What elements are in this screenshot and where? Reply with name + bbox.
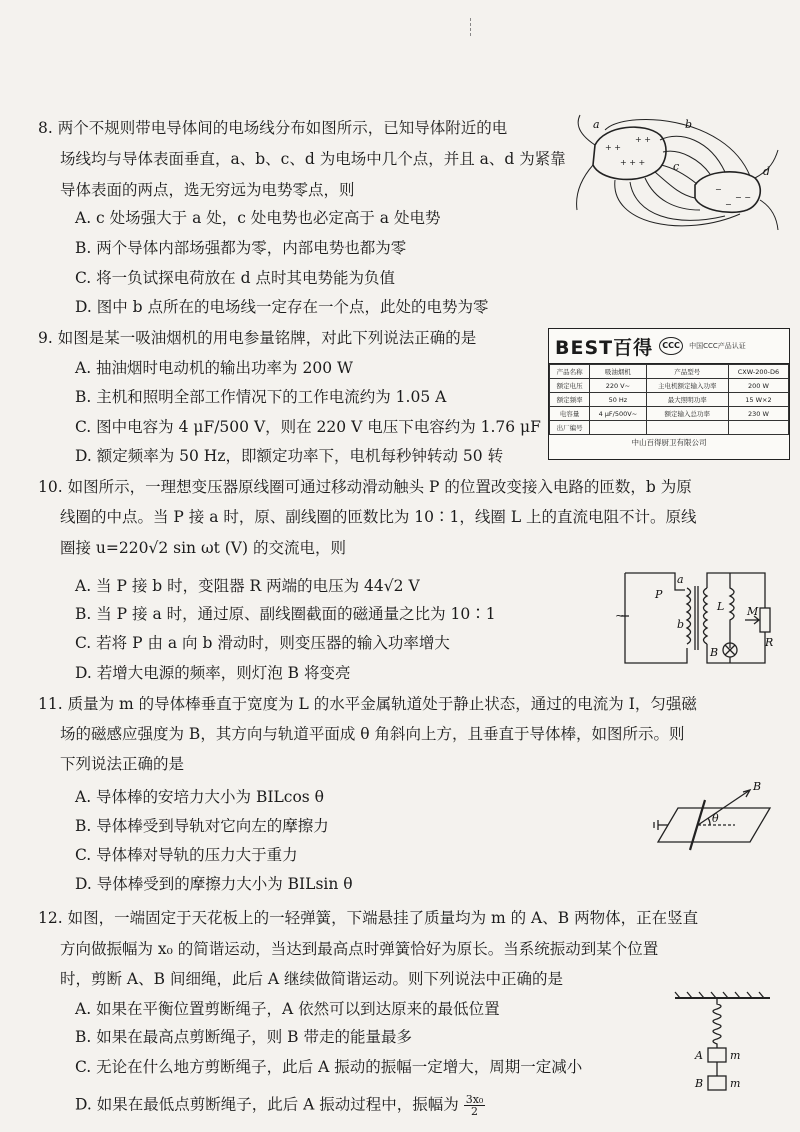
svg-text:+ +: + + bbox=[605, 143, 621, 152]
table-cell: 额定电压 bbox=[550, 379, 590, 393]
table-cell: 出厂编号 bbox=[550, 421, 590, 435]
nameplate-cert: 中国CCC产品认证 bbox=[689, 342, 746, 350]
q12-spring-figure bbox=[670, 990, 780, 1100]
q8-field-figure bbox=[575, 110, 780, 240]
table-row bbox=[550, 421, 789, 435]
table-cell: 50 Hz bbox=[590, 393, 646, 407]
table-cell: 230 W bbox=[728, 407, 788, 421]
q10-label-ac: ~ bbox=[615, 609, 625, 622]
q10-option-b: B. 当 P 接 a 时，通过原、副线圈截面的磁通量之比为 10∶1 bbox=[75, 605, 496, 623]
q10-label-b: b bbox=[677, 618, 685, 631]
table-row bbox=[550, 393, 789, 407]
q10-option-a: A. 当 P 接 b 时，变阻器 R 两端的电压为 44√2 V bbox=[75, 577, 420, 595]
nameplate-brand: BEST百得 bbox=[555, 336, 654, 359]
svg-text:− −: − − bbox=[735, 193, 751, 202]
table-row bbox=[550, 407, 789, 421]
q12-stem-1: 12. 如图，一端固定于天花板上的一轻弹簧，下端悬挂了质量均为 m 的 A、B 两物体，正在竖直 bbox=[38, 909, 699, 927]
fraction-numerator: 3x₀ bbox=[465, 1093, 484, 1106]
table-cell: 220 V~ bbox=[590, 379, 646, 393]
q12-label-m1: m bbox=[730, 1049, 741, 1062]
table-cell: 额定输入总功率 bbox=[646, 407, 728, 421]
svg-text:+ +: + + bbox=[635, 135, 651, 144]
q11-option-c: C. 导体棒对导轨的压力大于重力 bbox=[75, 846, 298, 864]
q11-option-d: D. 导体棒受到的摩擦力大小为 BILsin θ bbox=[75, 875, 353, 893]
q8-stem-3: 导体表面的两点，选无穷远为电势零点，则 bbox=[60, 181, 355, 199]
q10-label-bulb: B bbox=[710, 646, 719, 659]
q10-label-m: M bbox=[747, 605, 759, 618]
q10-option-c: C. 若将 P 由 a 向 b 滑动时，则变压器的输入功率增大 bbox=[75, 634, 450, 652]
table-cell: 额定频率 bbox=[550, 393, 590, 407]
q12-label-b: B bbox=[695, 1077, 704, 1090]
q11-stem-3: 下列说法正确的是 bbox=[60, 755, 185, 773]
q11-rail-figure bbox=[650, 780, 785, 860]
svg-text:−: − bbox=[715, 185, 722, 194]
svg-text:−: − bbox=[725, 200, 732, 209]
q12-option-b: B. 如果在最高点剪断绳子，则 B 带走的能量最多 bbox=[75, 1028, 412, 1046]
q9-option-a: A. 抽油烟时电动机的输出功率为 200 W bbox=[75, 359, 353, 377]
q10-label-l: L bbox=[717, 600, 725, 613]
q10-label-r: R bbox=[765, 636, 774, 649]
table-cell: 电容量 bbox=[550, 407, 590, 421]
q8-option-c: C. 将一负试探电荷放在 d 点时其电势能为负值 bbox=[75, 269, 395, 287]
q11-stem-1: 11. 质量为 m 的导体棒垂直于宽度为 L 的水平金属轨道处于静止状态，通过的电流为 I，匀强磁 bbox=[38, 695, 697, 713]
q8-label-b: b bbox=[685, 118, 693, 131]
table-cell bbox=[590, 421, 646, 435]
table-cell: CXW-200-D6 bbox=[728, 365, 788, 379]
nameplate-maker: 中山百得厨卫有限公司 bbox=[631, 438, 707, 447]
q8-label-c: c bbox=[673, 160, 680, 173]
q9-option-d: D. 额定频率为 50 Hz，即额定功率下，电机每秒钟转动 50 转 bbox=[75, 447, 504, 465]
svg-text:+ + +: + + + bbox=[620, 158, 646, 167]
table-cell: 产品型号 bbox=[646, 365, 728, 379]
amplitude-fraction bbox=[464, 1094, 486, 1117]
table-cell: 主电机额定输入功率 bbox=[646, 379, 728, 393]
table-row bbox=[550, 365, 789, 379]
table-cell: 产品名称 bbox=[550, 365, 590, 379]
q8-stem-1: 8. 两个不规则带电导体间的电场线分布如图所示，已知导体附近的电 bbox=[38, 119, 508, 137]
q10-transformer-figure bbox=[615, 568, 780, 668]
table-cell: 最大照明功率 bbox=[646, 393, 728, 407]
q9-option-c: C. 图中电容为 4 μF/500 V，则在 220 V 电压下电容约为 1.76 μF bbox=[75, 418, 541, 436]
q10-label-p: P bbox=[655, 588, 663, 601]
table-cell: 吸油烟机 bbox=[590, 365, 646, 379]
q8-option-a: A. c 处场强大于 a 处，c 处电势也必定高于 a 处电势 bbox=[75, 209, 441, 227]
q12-option-d bbox=[75, 1094, 485, 1117]
ccc-logo-icon: CCC bbox=[659, 337, 683, 355]
table-cell bbox=[728, 421, 788, 435]
q12-option-c: C. 无论在什么地方剪断绳子，此后 A 振动的振幅一定增大，周期一定减小 bbox=[75, 1058, 583, 1076]
table-cell: 4 μF/500V~ bbox=[590, 407, 646, 421]
nameplate-table bbox=[549, 364, 789, 435]
q11-stem-2: 场的磁感应强度为 B，其方向与轨道平面成 θ 角斜向上方，且垂直于导体棒，如图所示。则 bbox=[60, 725, 685, 743]
q10-stem-3: 圈接 u=220√2 sin ωt (V) 的交流电，则 bbox=[60, 539, 346, 557]
table-cell: 200 W bbox=[728, 379, 788, 393]
table-cell bbox=[646, 421, 728, 435]
table-row bbox=[550, 379, 789, 393]
q12-stem-3: 时，剪断 A、B 间细绳，此后 A 继续做简谐运动。则下列说法中正确的是 bbox=[60, 970, 563, 988]
fold-mark bbox=[470, 18, 473, 36]
q12-option-d-text: D. 如果在最低点剪断绳子，此后 A 振动过程中，振幅为 bbox=[75, 1095, 459, 1114]
q10-label-a: a bbox=[677, 573, 684, 586]
q8-label-a: a bbox=[593, 118, 600, 131]
q8-stem-2: 场线均与导体表面垂直，a、b、c、d 为电场中几个点，并且 a、d 为紧靠 bbox=[60, 150, 566, 168]
fraction-denominator: 2 bbox=[471, 1105, 479, 1118]
q11-option-a: A. 导体棒的安培力大小为 BILcos θ bbox=[75, 788, 325, 806]
q8-option-b: B. 两个导体内部场强都为零，内部电势也都为零 bbox=[75, 239, 407, 257]
q11-label-b: B bbox=[753, 780, 762, 793]
nameplate bbox=[548, 328, 790, 460]
q11-option-b: B. 导体棒受到导轨对它向左的摩擦力 bbox=[75, 817, 329, 835]
q10-option-d: D. 若增大电源的频率，则灯泡 B 将变亮 bbox=[75, 664, 351, 682]
q8-option-d: D. 图中 b 点所在的电场线一定存在一个点，此处的电势为零 bbox=[75, 298, 489, 316]
q12-stem-2: 方向做振幅为 x₀ 的简谐运动，当达到最高点时弹簧恰好为原长。当系统振动到某个位置 bbox=[60, 940, 659, 958]
q10-stem-2: 线圈的中点。当 P 接 a 时，原、副线圈的匝数比为 10∶1，线圈 L 上的直流电阻不计。原线 bbox=[60, 508, 697, 526]
q12-label-a: A bbox=[695, 1049, 703, 1062]
q8-label-d: d bbox=[763, 165, 771, 178]
q10-stem-1: 10. 如图所示，一理想变压器原线圈可通过移动滑动触头 P 的位置改变接入电路的匝数，b 为原 bbox=[38, 478, 692, 496]
table-cell: 15 W×2 bbox=[728, 393, 788, 407]
q12-option-a: A. 如果在平衡位置剪断绳子，A 依然可以到达原来的最低位置 bbox=[75, 1000, 500, 1018]
q9-stem-1: 9. 如图是某一吸油烟机的用电参量铭牌，对此下列说法正确的是 bbox=[38, 329, 477, 347]
q11-label-theta: θ bbox=[712, 812, 719, 825]
q12-label-m2: m bbox=[730, 1077, 741, 1090]
q9-option-b: B. 主机和照明全部工作情况下的工作电流约为 1.05 A bbox=[75, 388, 447, 406]
